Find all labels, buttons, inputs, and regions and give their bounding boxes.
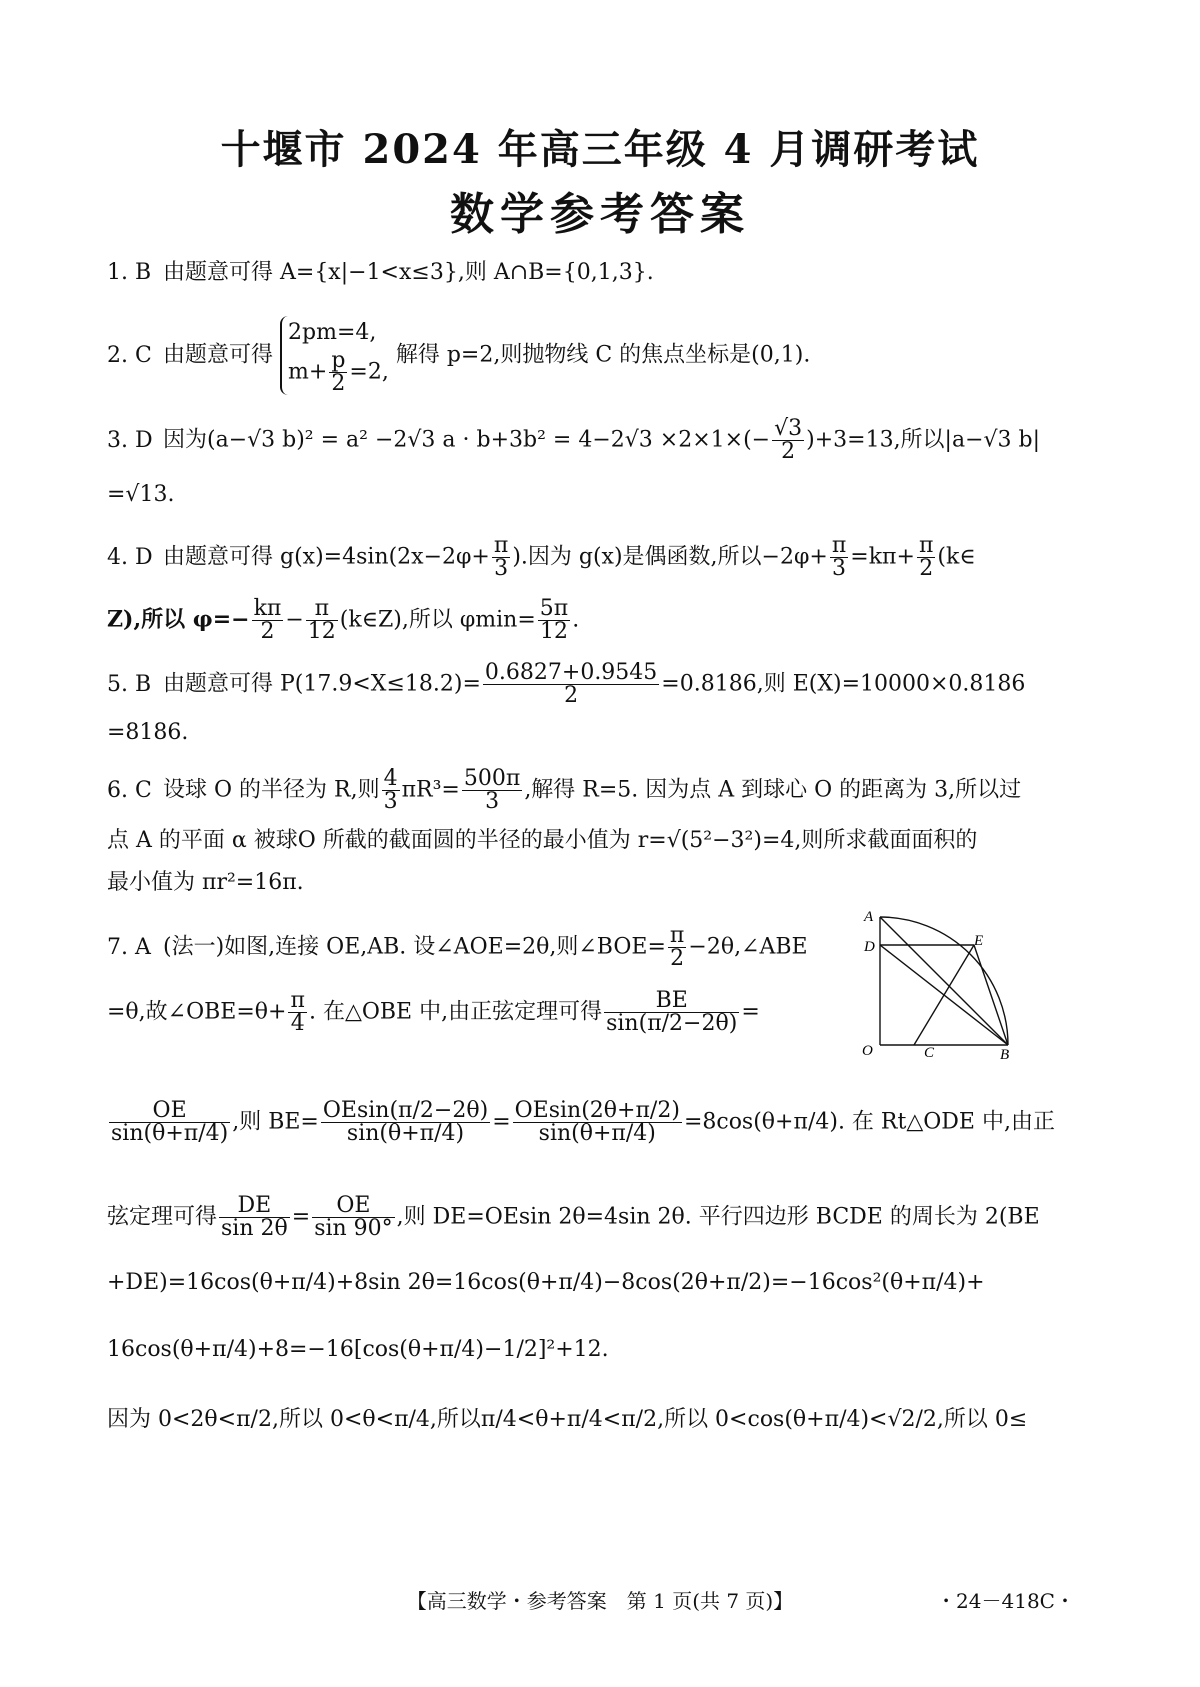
answer-3-cont: =√13. — [107, 482, 175, 507]
frac-num: DE — [237, 1193, 272, 1218]
frac-den: sin(θ+π/4) — [111, 1121, 229, 1146]
page-title: 十堰市 2024 年高三年级 4 月调研考试 — [220, 126, 980, 173]
answer-7-line5: +DE)=16cos(θ+π/4)+8sin 2θ=16cos(θ+π/4)−8cos(2θ+π/2)=−16cos²(θ+π/4)+ — [107, 1270, 985, 1295]
answer-text: ,解得 R=5. 因为点 A 到球心 O 的距离为 3,所以过 — [524, 777, 1022, 803]
label-o: O — [862, 1043, 873, 1059]
page-subtitle: 数学参考答案 — [450, 189, 750, 240]
frac-num: BE — [655, 988, 688, 1013]
answer-text: − — [285, 607, 304, 633]
frac-den: 3 — [492, 557, 510, 580]
equation-part: =2, — [349, 359, 389, 385]
frac-num: kπ — [253, 596, 282, 621]
footer-code: ・24－418C・ — [936, 1589, 1075, 1613]
answer-text: πR³= — [401, 777, 460, 803]
frac-num: OE — [152, 1098, 187, 1123]
answer-text: =θ,故∠OBE=θ+ — [107, 999, 287, 1025]
answer-7-line4 — [107, 1195, 1097, 1240]
answer-5 — [107, 662, 1097, 707]
answer-7-line7: 因为 0<2θ<π/2,所以 0<θ<π/4,所以π/4<θ+π/4<π/2,所以 0<cos(θ+π/4)<√2/2,所以 0≤ — [107, 1407, 1028, 1432]
label-c: C — [924, 1045, 935, 1061]
answer-text: (k∈Z),所以 φmin= — [339, 607, 536, 633]
answer-text: =0.8186,则 E(X)=10000×0.8186 — [661, 671, 1026, 697]
frac-num: OEsin(2θ+π/2) — [514, 1098, 680, 1123]
segment-ab — [880, 917, 1008, 1045]
answer-number: 2. C — [107, 342, 152, 368]
answer-text: 由题意可得 g(x)=4sin(2x−2φ+ — [163, 544, 490, 570]
frac-den: 2 — [668, 947, 686, 970]
frac-den: 2 — [329, 372, 347, 395]
frac-num: 0.6827+0.9545 — [484, 660, 658, 685]
answer-text: = — [492, 1109, 511, 1135]
answer-text: =kπ+ — [850, 544, 915, 570]
answer-text: 由题意可得 A={x|−1<x≤3},则 A∩B={0,1,3}. — [163, 260, 654, 285]
answer-7-line3 — [107, 1100, 1097, 1145]
equation-system — [280, 316, 389, 395]
answer-text: 解得 p=2,则抛物线 C 的焦点坐标是(0,1). — [395, 342, 811, 368]
answer-4 — [107, 535, 1097, 580]
frac-num: 4 — [383, 766, 398, 791]
geometry-figure — [858, 905, 1018, 1065]
answer-number: 4. D — [107, 544, 153, 570]
answer-text: 设球 O 的半径为 R,则 — [163, 777, 380, 803]
answer-text: Z),所以 φ=− — [107, 606, 250, 633]
answer-5-cont: =8186. — [107, 720, 189, 745]
frac-den: 3 — [462, 790, 522, 813]
answer-number: 6. C — [107, 777, 152, 803]
frac-den: 12 — [538, 620, 570, 643]
frac-den: 4 — [288, 1012, 306, 1035]
answer-7 — [107, 925, 847, 970]
frac-den: sin(θ+π/4) — [321, 1122, 490, 1145]
answer-6-line2: 点 A 的平面 α 被球O 所截的截面圆的半径的最小值为 r=√(5²−3²)=4,则所求截面面积的 — [107, 828, 978, 853]
segment-db — [880, 945, 1008, 1045]
footer-text: 【高三数学・参考答案 第 1 页(共 7 页)】 — [406, 1589, 794, 1613]
frac-num: π — [918, 533, 934, 558]
frac-den: 3 — [830, 557, 848, 580]
answer-text: = — [741, 999, 760, 1025]
answer-text: ,则 BE= — [232, 1109, 319, 1135]
answer-4-cont — [107, 598, 1097, 643]
answer-6-line3: 最小值为 πr²=16π. — [107, 870, 304, 895]
answer-7-line6: 16cos(θ+π/4)+8=−16[cos(θ+π/4)−1/2]²+12. — [107, 1337, 609, 1362]
frac-num: π — [831, 533, 847, 558]
answer-text: 因为(a−√3 b)² = a² −2√3 a · b+3b² = 4−2√3 ×2×1×(− — [163, 427, 771, 453]
frac-num: π — [493, 533, 509, 558]
answer-text: . — [572, 607, 580, 633]
answer-number: 1. B — [107, 260, 152, 285]
equation-line: 2pm=4, — [288, 320, 377, 345]
frac-den: 2 — [917, 557, 935, 580]
answer-text: ).因为 g(x)是偶函数,所以−2φ+ — [512, 544, 828, 570]
frac-num: 500π — [463, 766, 521, 791]
answer-6 — [107, 768, 1097, 813]
answer-text: ,则 DE=OEsin 2θ=4sin 2θ. 平行四边形 BCDE 的周长为 2(BE — [396, 1204, 1040, 1230]
answer-text: )+3=13,所以|a−√3 b| — [806, 427, 1041, 453]
frac-num: OEsin(π/2−2θ) — [322, 1098, 489, 1123]
answer-7-line2 — [107, 990, 847, 1035]
answer-text: =8cos(θ+π/4). 在 Rt△ODE 中,由正 — [683, 1109, 1055, 1135]
answer-text: 由题意可得 P(17.9<X≤18.2)= — [163, 671, 481, 697]
frac-den: 2 — [772, 440, 804, 463]
segment-eb — [974, 945, 1008, 1045]
label-a: A — [864, 909, 874, 925]
answer-number: 5. B — [107, 671, 152, 697]
frac-num: p — [331, 348, 346, 373]
frac-num: √3 — [774, 416, 803, 441]
frac-den: 2 — [252, 620, 284, 643]
answer-text: (法一)如图,连接 OE,AB. 设∠AOE=2θ,则∠BOE= — [163, 934, 666, 960]
answer-text: . 在△OBE 中,由正弦定理可得 — [308, 999, 603, 1025]
frac-den: sin(π/2−2θ) — [606, 1011, 738, 1036]
answer-number: 7. A — [107, 934, 151, 960]
frac-den: 2 — [483, 684, 659, 707]
answer-text: = — [291, 1204, 311, 1230]
frac-den: sin 90° — [314, 1216, 393, 1241]
frac-num: 5π — [539, 596, 569, 621]
frac-den: 12 — [307, 619, 336, 644]
answer-text: (k∈ — [937, 544, 976, 570]
answer-text: −2θ,∠ABE — [688, 934, 808, 960]
equation-part: m+ — [288, 359, 328, 385]
frac-den: sin 2θ — [221, 1216, 288, 1241]
frac-num: OE — [336, 1193, 371, 1218]
label-e: E — [974, 933, 984, 949]
frac-num: π — [290, 988, 305, 1013]
frac-num: π — [669, 923, 685, 948]
answer-1 — [107, 258, 1097, 288]
frac-den: sin(θ+π/4) — [513, 1122, 682, 1145]
answer-text: 由题意可得 — [163, 342, 274, 368]
frac-num: π — [314, 596, 330, 621]
answer-text: 弦定理可得 — [107, 1204, 218, 1230]
answer-3 — [107, 418, 1097, 463]
frac-den: 3 — [383, 789, 398, 814]
label-b: B — [1000, 1047, 1010, 1063]
answer-2 — [107, 316, 1097, 395]
answer-number: 3. D — [107, 427, 153, 453]
label-d: D — [864, 939, 875, 955]
